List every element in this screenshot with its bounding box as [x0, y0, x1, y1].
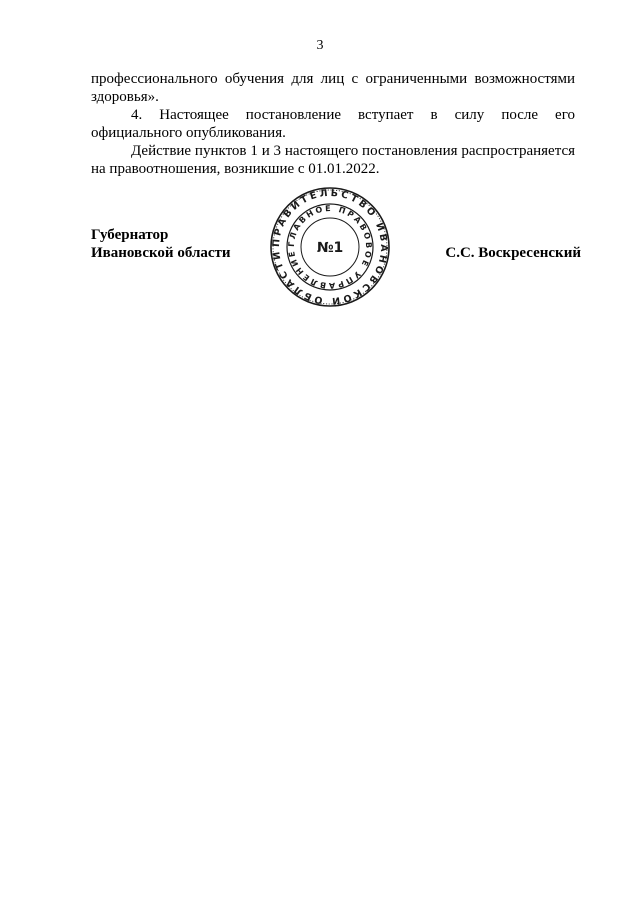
page-number: 3: [316, 38, 324, 53]
paragraph-effective-date: 4. Настоящее постановление вступает в силу после его официального опубликования.: [91, 107, 575, 141]
seal-inner-text: ГЛАВНОЕ ПРАВОВОЕ УПРАВЛЕНИЕ: [286, 203, 374, 291]
official-seal: [269, 186, 391, 308]
signatory-name: С.С. Воскресенский: [445, 245, 581, 261]
paragraph-retroactive: Действие пунктов 1 и 3 настоящего постановления распространяется на правоотношения, возникшие с 01.01.2022.: [91, 143, 575, 177]
paragraph-line: профессионального обучения для лиц с ограниченными возможностями: [91, 71, 575, 87]
seal-center-number: №1: [316, 240, 344, 256]
signatory-position: [91, 226, 231, 262]
seal-outer-text: ПРАВИТЕЛЬСТВО ИВАНОВСКОЙ ОБЛАСТИ: [270, 187, 390, 307]
signatory-region: Ивановской области: [91, 245, 231, 261]
document-body: [91, 70, 575, 178]
signatory-title: Губернатор: [91, 227, 169, 243]
paragraph-line: здоровья».: [91, 89, 159, 105]
